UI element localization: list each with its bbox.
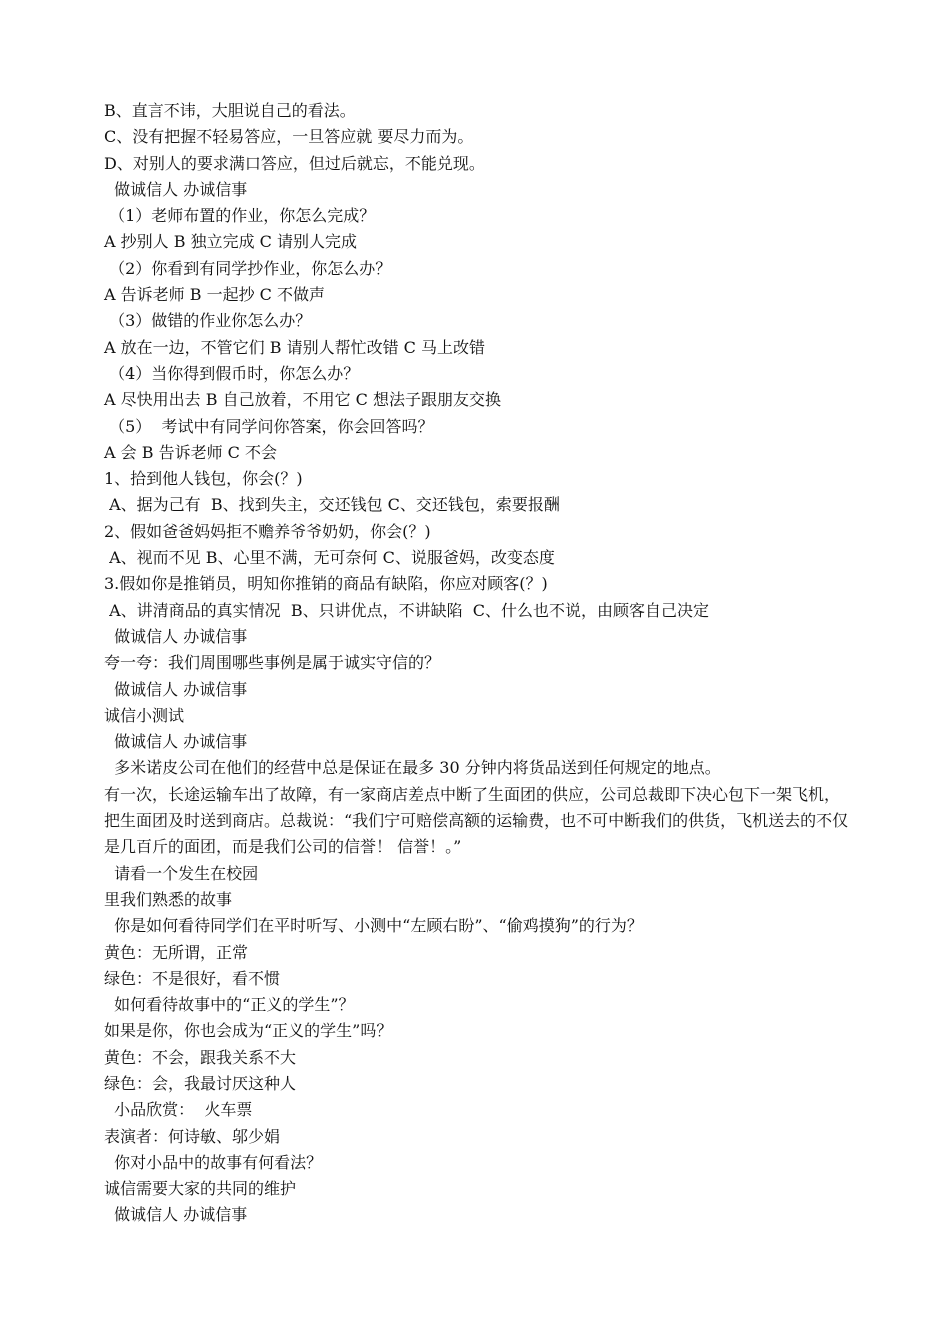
question: 3.假如你是推销员，明知你推销的商品有缺陷，你应对顾客(？) <box>104 574 548 594</box>
question: 如何看待故事中的“正义的学生”？ <box>104 995 355 1015</box>
text-line: D、对别人的要求满口答应，但过后就忘，不能兑现。 <box>104 153 485 173</box>
answer-option: 绿色：不是很好，看不惯 <box>104 968 281 988</box>
question: 你是如何看待同学们在平时听写、小测中“左顾右盼”、“偷鸡摸狗”的行为？ <box>104 916 643 936</box>
question: 2、假如爸爸妈妈拒不赡养爷爷奶奶，你会(？) <box>104 521 431 541</box>
answer-option: 绿色：会，我最讨厌这种人 <box>104 1073 297 1093</box>
answer-options: A、讲清商品的真实情况 B、只讲优点，不讲缺陷 C、什么也不说，由顾客自己决定 <box>104 600 709 620</box>
section-heading: 做诚信人 办诚信事 <box>104 626 248 646</box>
section-heading: 做诚信人 办诚信事 <box>104 1205 248 1225</box>
answer-options: A 会 B 告诉老师 C 不会 <box>104 442 277 462</box>
question: 1、拾到他人钱包，你会(？) <box>104 469 303 489</box>
question: 如果是你，你也会成为“正义的学生”吗？ <box>104 1021 393 1041</box>
answer-options: A 尽快用出去 B 自己放着，不用它 C 想法子跟朋友交换 <box>104 390 501 410</box>
question: （1）老师布置的作业，你怎么完成？ <box>104 206 376 226</box>
answer-option: 黄色：无所谓，正常 <box>104 942 249 962</box>
section-heading: 做诚信人 办诚信事 <box>104 732 248 752</box>
section-heading: 做诚信人 办诚信事 <box>104 679 248 699</box>
question: （4）当你得到假币时，你怎么办？ <box>104 363 360 383</box>
answer-options: A 放在一边，不管它们 B 请别人帮忙改错 C 马上改错 <box>104 337 485 357</box>
text-line: B、直言不讳，大胆说自己的看法。 <box>104 101 356 120</box>
answer-options: A、视而不见 B、心里不满，无可奈何 C、说服爸妈，改变态度 <box>104 548 555 568</box>
text-line: 多米诺皮公司在他们的经营中总是保证在最多 30 分钟内将货品送到任何规定的地点。 <box>104 758 721 778</box>
answer-options: A 告诉老师 B 一起抄 C 不做声 <box>104 285 325 305</box>
text-line: 请看一个发生在校园 <box>104 863 259 883</box>
question: 你对小品中的故事有何看法？ <box>104 1152 323 1172</box>
question: （5） 考试中有同学问你答案，你会回答吗？ <box>104 416 434 436</box>
question: （2）你看到有同学抄作业，你怎么办？ <box>104 258 392 278</box>
text-line: 夸一夸：我们周围哪些事例是属于诚实守信的？ <box>104 653 441 673</box>
answer-option: 黄色：不会，跟我关系不大 <box>104 1047 297 1067</box>
question: （3）做错的作业你怎么办？ <box>104 311 312 331</box>
text-line: 表演者：何诗敏、邬少娟 <box>104 1126 281 1146</box>
text-line: 诚信小测试 <box>104 705 185 725</box>
answer-options: A、据为己有 B、找到失主，交还钱包 C、交还钱包，索要报酬 <box>104 495 560 515</box>
story-paragraph: 有一次，长途运输车出了故障，有一家商店差点中断了生面团的供应，公司总裁即下决心包下一架飞机，把生面团及时送到商店。总裁说：“我们宁可赔偿高额的运输费，也不可中断我们的供货，飞机送去的不仅是几百斤的面团，而是我们公司的信誉！ 信誉！。” <box>104 784 849 857</box>
text-line: 诚信需要大家的共同的维护 <box>104 1179 297 1199</box>
answer-options: A 抄别人 B 独立完成 C 请别人完成 <box>104 232 357 252</box>
text-line: 小品欣赏： 火车票 <box>104 1100 253 1120</box>
text-line: C、没有把握不轻易答应，一旦答应就 要尽力而为。 <box>104 127 474 147</box>
document-page <box>104 98 854 1229</box>
section-heading: 做诚信人 办诚信事 <box>104 179 248 199</box>
text-line: 里我们熟悉的故事 <box>104 889 233 909</box>
